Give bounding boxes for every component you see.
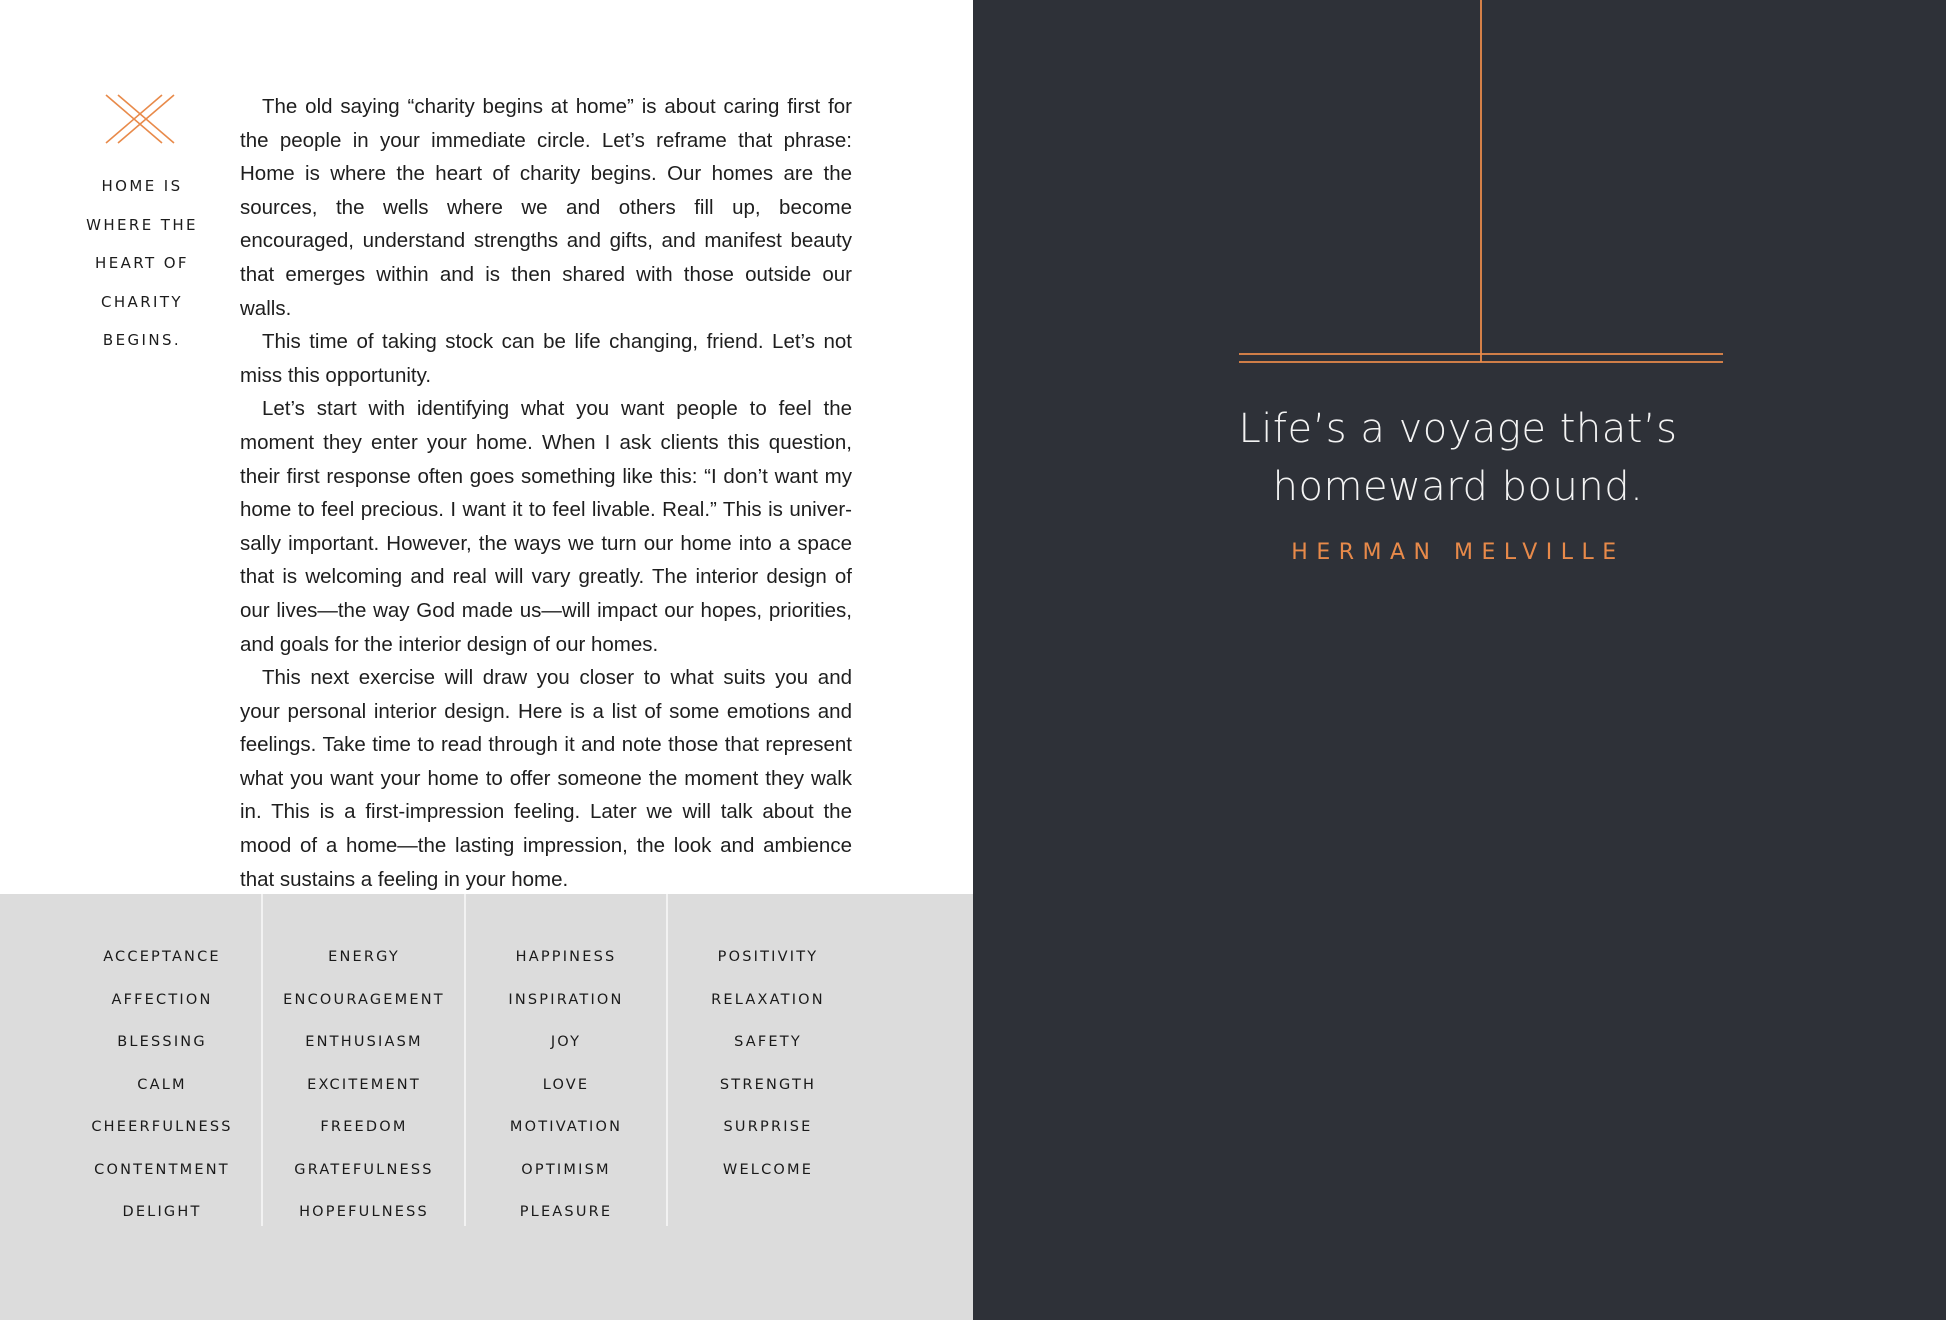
pull-quote — [1203, 400, 1713, 516]
word-item: EXCITEMENT — [307, 1076, 421, 1093]
word-item: AFFECTION — [111, 991, 213, 1008]
word-item: DELIGHT — [122, 1204, 202, 1220]
paragraph: This next exercise will draw you closer to what suits you and your personal interior design. Here is a list of some emotions and feelings. Take time to read through it and note those that represent what you want your home to offer someone the moment they walk in. This is a first-impression feeling. Later we will talk about the mood of a home—the lasting impression, the look and ambience that sustains a feeling in your home. — [240, 666, 852, 891]
emotions-word-panel — [0, 894, 973, 1320]
caption-line: WHERE THE — [86, 215, 198, 234]
quote-attribution: HERMAN MELVILLE — [1291, 540, 1625, 565]
word-item: PLEASURE — [519, 1204, 613, 1220]
word-item: LOVE — [542, 1076, 590, 1093]
word-item: ENERGY — [328, 949, 400, 965]
word-item: CALM — [137, 1076, 187, 1093]
word-item: CONTENTMENT — [94, 1161, 230, 1178]
word-item: INSPIRATION — [508, 991, 624, 1008]
right-page — [973, 0, 1946, 1320]
caption-line: BEGINS. — [102, 331, 182, 350]
word-item: HOPEFULNESS — [299, 1204, 429, 1220]
paragraph: This time of taking stock can be life changing, friend. Let’s not miss this opportunity. — [240, 330, 852, 387]
body-text — [240, 90, 852, 896]
word-column-4 — [667, 936, 869, 1191]
crossed-lines-ornament-icon — [104, 93, 176, 145]
quote-line: Life’s a voyage that’s — [1238, 406, 1678, 452]
word-column-3 — [465, 936, 667, 1234]
word-item: ENTHUSIASM — [305, 1034, 423, 1050]
word-item: FREEDOM — [320, 1119, 408, 1135]
word-item: HAPPINESS — [515, 949, 617, 965]
word-item: RELAXATION — [711, 991, 825, 1008]
word-item: ENCOURAGEMENT — [283, 991, 445, 1008]
caption-line: CHARITY — [101, 292, 183, 311]
word-item: MOTIVATION — [509, 1119, 623, 1135]
word-item: STRENGTH — [719, 1076, 817, 1093]
word-item: WELCOME — [722, 1161, 814, 1178]
word-item: BLESSING — [117, 1034, 207, 1050]
word-column-1 — [61, 936, 263, 1234]
paragraph: Let’s start with identifying what you want people to feel the moment they enter your home. When I ask clients this question, their first response often goes something like this: “I don’t want my home to feel precious. I want it to feel livable. Real.” This is universally important. However, the ways we turn our home into a space that is welcoming and real will vary greatly. The interior design of our lives—the way God made us—will impact our hopes, priorities, and goals for the interior design of our homes. — [240, 397, 852, 656]
paragraph: The old saying “charity begins at home” is about caring first for the people in your immediate circle. Let’s reframe that phrase: Home is where the heart of charity begins. Our homes are the sources, the wells where we and others fill up, become encouraged, understand strengths and gifts, and manifest beauty that emerges within and is then shared with those outside our walls. — [240, 95, 852, 320]
word-item: SURPRISE — [723, 1119, 813, 1135]
word-item: JOY — [550, 1034, 582, 1050]
word-item: OPTIMISM — [521, 1161, 611, 1178]
word-item: CHEERFULNESS — [91, 1119, 233, 1135]
word-item: POSITIVITY — [717, 949, 819, 965]
sidebar-caption — [78, 167, 206, 360]
word-item: GRATEFULNESS — [294, 1161, 434, 1178]
word-column-2 — [263, 936, 465, 1234]
caption-line: HEART OF — [95, 254, 189, 273]
pendulum-line-ornament-icon — [973, 0, 1946, 1320]
word-item: SAFETY — [734, 1034, 802, 1050]
caption-line: HOME IS — [101, 177, 183, 195]
word-item: ACCEPTANCE — [103, 949, 221, 965]
quote-line: homeward bound. — [1272, 464, 1644, 510]
